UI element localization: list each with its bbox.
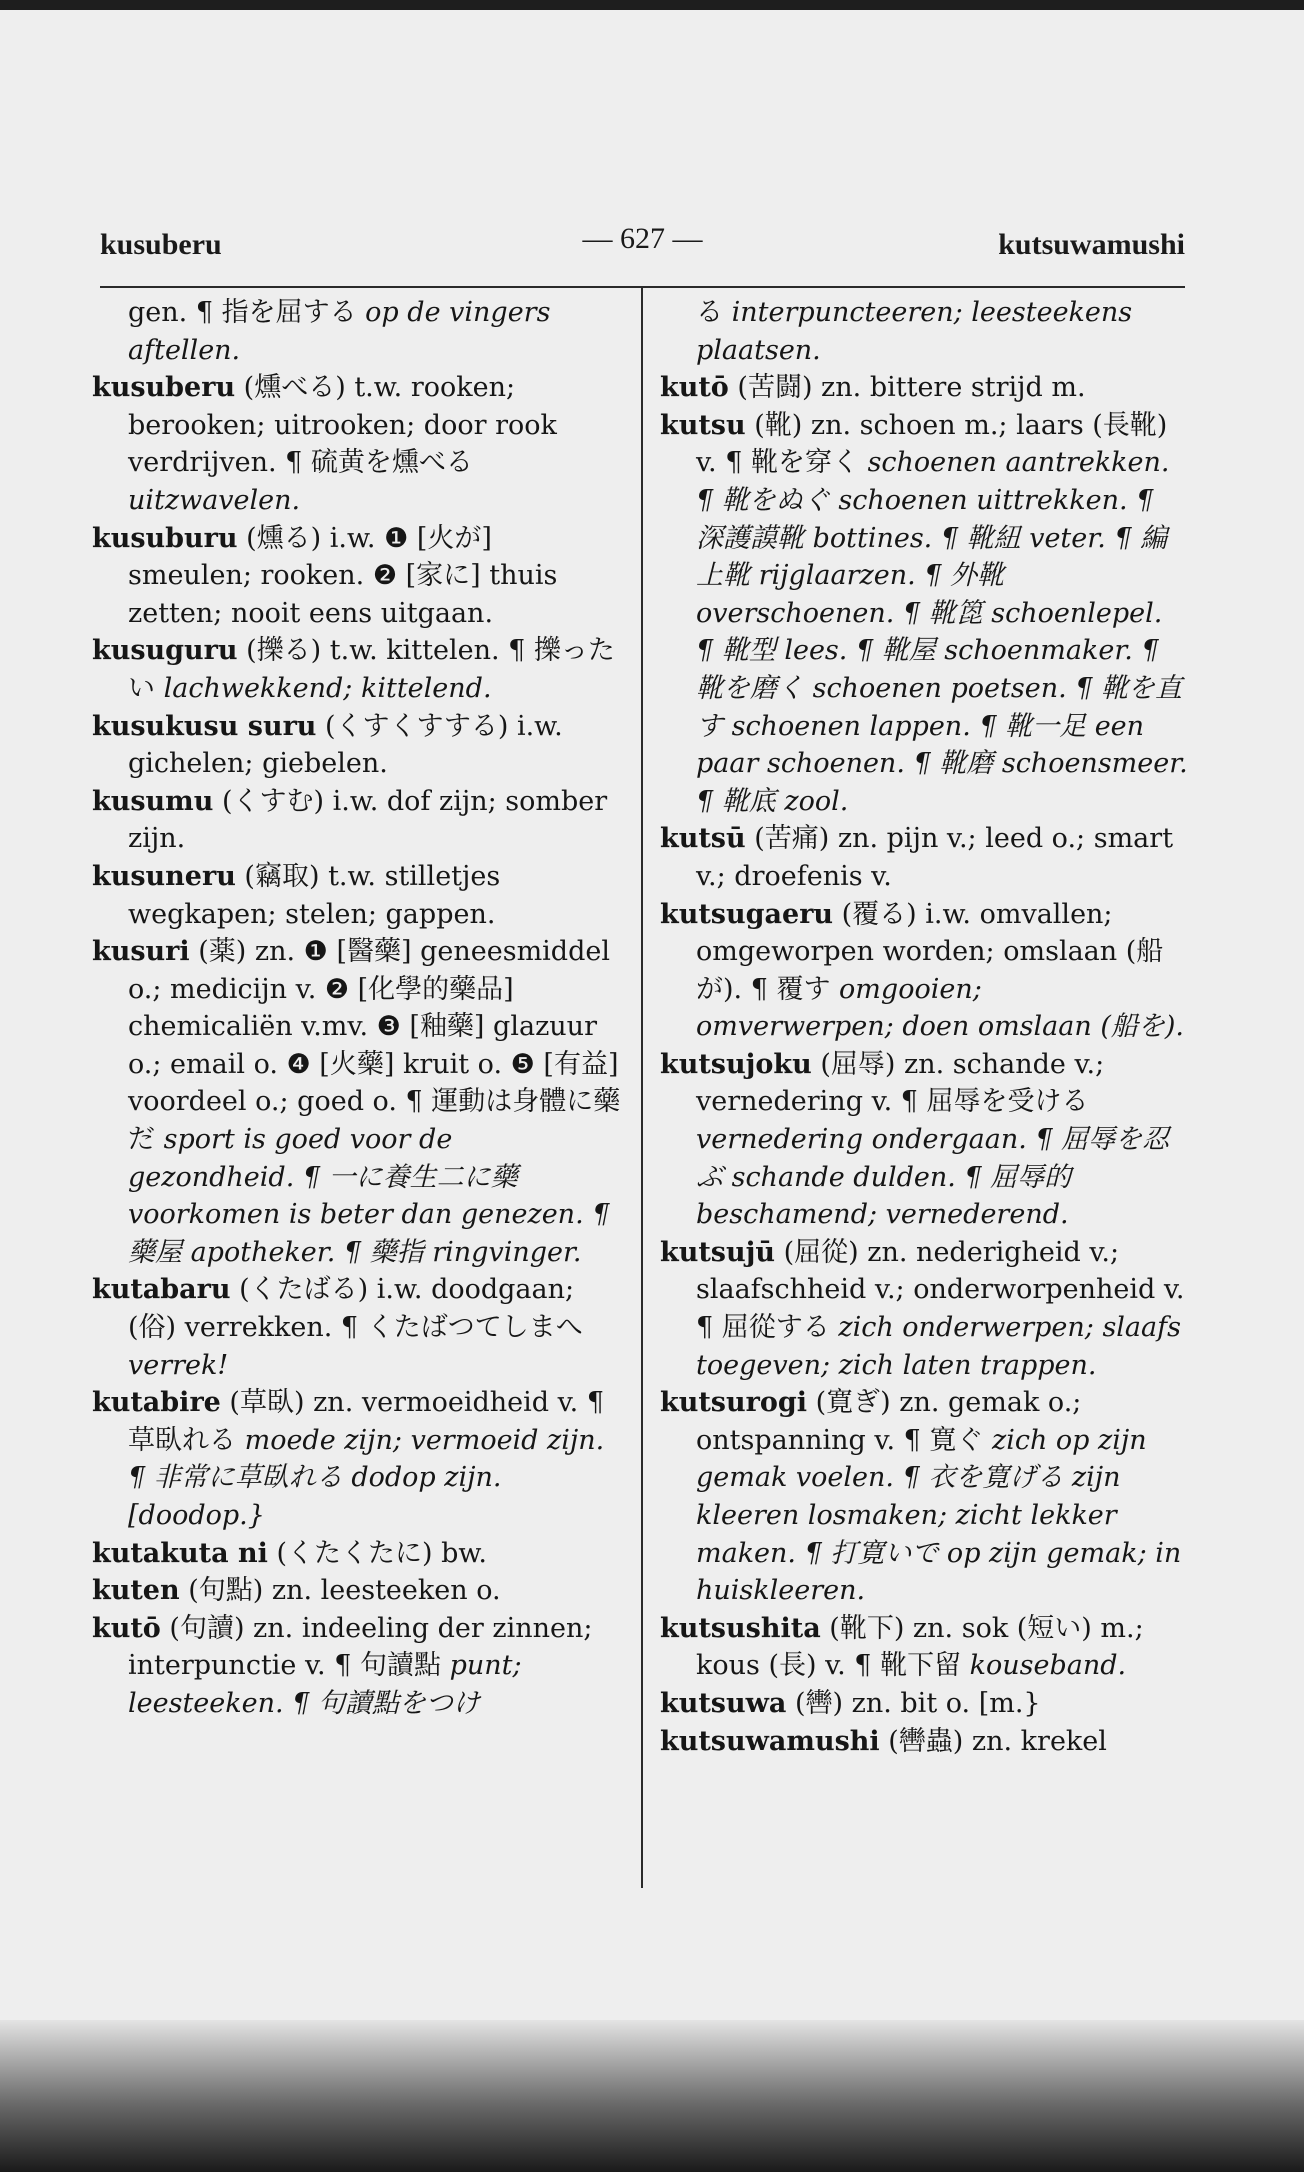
headword: kutabire [92, 1387, 221, 1419]
headword: kusuguru [92, 635, 238, 667]
headword: kusuri [92, 936, 190, 968]
dictionary-entry: kusuri (薬) zn. ❶ [醫藥] geneesmiddel o.; medicijn v. ❷ [化學的藥品] chemicaliën v.mv. ❸ [釉藥] glazuur o.; email o. ❹ [火藥] kruit o. ❺ [有益] voordeel o.; goed o. ¶ 運動は身體に藥だ sport is goed voor de gezondheid. ¶ 一に養生二に藥 voorkomen is beter dan genezen. ¶ 藥屋 apotheker. ¶ 藥指 ringvinger. [92, 936, 621, 1268]
dictionary-entry: kutsugaeru (覆る) i.w. omvallen; omgeworpen worden; omslaan (船が). ¶ 覆す omgooien; omverwerpen; doen omslaan (船を). [660, 898, 1184, 1043]
page-bottom-shadow [0, 2020, 1304, 2172]
page-header [100, 218, 1185, 268]
dictionary-entry: kutsuwa (轡) zn. bit o. [m.} [660, 1687, 1041, 1719]
headword: kutsuwamushi [660, 1725, 880, 1757]
dictionary-entry: kusuburu (燻る) i.w. ❶ [火が] smeulen; rooken. ❷ [家に] thuis zetten; nooit eens uitgaan. [92, 522, 558, 629]
dictionary-entry: kutakuta ni (くたくたに) bw. [92, 1537, 487, 1569]
dictionary-entry: kutsushita (靴下) zn. sok (短い) m.; kous (長) v. ¶ 靴下留 kouseband. [660, 1612, 1144, 1682]
dictionary-entry: kutsū (苦痛) zn. pijn v.; leed o.; smart v.; droefenis v. [660, 823, 1174, 892]
dictionary-entry: kutsujū (屈從) zn. nederigheid v.; slaafschheid v.; onderworpenheid v. ¶ 屈從する zich onderwerpen; slaafs toegeven; zich laten trappen. [660, 1236, 1185, 1381]
right-guide-word: kutsuwamushi [998, 228, 1185, 261]
headword: kutsu [660, 409, 746, 441]
column-divider [641, 288, 643, 1888]
dictionary-entry: kutabaru (くたばる) i.w. doodgaan; (俗) verrekken. ¶ くたばつてしまへ verrek! [92, 1274, 583, 1381]
headword: kutō [92, 1612, 161, 1644]
dictionary-entry: る interpuncteeren; leesteekens plaatsen. [696, 297, 1133, 366]
headword: kutsurogi [660, 1387, 808, 1419]
dictionary-entry: kutsujoku (屈辱) zn. schande v.; vernedering v. ¶ 屈辱を受ける vernedering ondergaan. ¶ 屈辱を忍ぶ schande dulden. ¶ 屈辱的 beschamend; vernederend. [660, 1048, 1170, 1231]
dictionary-entry: kusuneru (竊取) t.w. stilletjes wegkapen; stelen; gappen. [92, 860, 501, 930]
headword: kuten [92, 1575, 180, 1607]
headword: kusuburu [92, 522, 238, 554]
dictionary-entry: kusumu (くすむ) i.w. dof zijn; somber zijn. [92, 785, 608, 855]
left-guide-word: kusuberu [100, 228, 222, 261]
headword: kutsugaeru [660, 898, 834, 930]
headword: kutsujū [660, 1236, 776, 1268]
headword: kutakuta ni [92, 1537, 268, 1569]
headword: kutō [660, 372, 729, 404]
headword: kutsujoku [660, 1048, 812, 1080]
dictionary-entry: kutō (句讀) zn. indeeling der zinnen; interpunctie v. ¶ 句讀點 punt; leesteeken. ¶ 句讀點をつけ [92, 1612, 593, 1719]
headword: kutabaru [92, 1274, 231, 1306]
dictionary-entry: kutsuwamushi (轡蟲) zn. krekel [660, 1725, 1107, 1757]
right-column [660, 294, 1188, 1894]
dictionary-entry: gen. ¶ 指を屈する op de vingers aftellen. [128, 297, 551, 366]
left-column [92, 294, 622, 1894]
headword: kusuneru [92, 860, 236, 892]
headword: kusuberu [92, 372, 236, 404]
dictionary-entry: kutsu (靴) zn. schoen m.; laars (長靴) v. ¶ 靴を穿く schoenen aantrekken. ¶ 靴をぬぐ schoenen uittrekken. ¶ 深護謨靴 bottines. ¶ 靴紐 veter. ¶ 編上靴 rijglaarzen. ¶ 外靴 overschoenen. ¶ 靴箆 schoenlepel. ¶ 靴型 lees. ¶ 靴屋 schoenmaker. ¶ 靴を磨く schoenen poetsen. ¶ 靴を直す schoenen lappen. ¶ 靴一足 een paar schoenen. ¶ 靴磨 schoensmeer. ¶ 靴底 zool. [660, 409, 1188, 817]
headword: kutsū [660, 823, 746, 855]
dictionary-entry: kusuberu (燻べる) t.w. rooken; berooken; uitrooken; door rook verdrijven. ¶ 硫黄を燻べる uitzwavelen. [92, 372, 557, 516]
page-number: — 627 — [582, 222, 703, 255]
dictionary-entry: kusuguru (擽る) t.w. kittelen. ¶ 擽ったい lachwekkend; kittelend. [92, 635, 615, 704]
dictionary-entry: kutabire (草臥) zn. vermoeidheid v. ¶ 草臥れる moede zijn; vermoeid zijn. ¶ 非常に草臥れる dodop zijn. [doodop.} [92, 1387, 605, 1531]
dictionary-entry: kutō (苦闘) zn. bittere strijd m. [660, 372, 1086, 404]
headword: kutsushita [660, 1612, 821, 1644]
headword: kusumu [92, 785, 214, 817]
headword: kutsuwa [660, 1687, 787, 1719]
headword: kusukusu suru [92, 710, 317, 742]
dictionary-entry: kusukusu suru (くすくすする) i.w. gichelen; giebelen. [92, 710, 563, 780]
dictionary-entry: kutsurogi (寛ぎ) zn. gemak o.; ontspanning v. ¶ 寛ぐ zich op zijn gemak voelen. ¶ 衣を寛げる zijn kleeren losmaken; zicht lekker maken. ¶ 打寛いで op zijn gemak; in huiskleeren. [660, 1387, 1182, 1607]
dictionary-entry: kuten (句點) zn. leesteeken o. [92, 1575, 501, 1607]
